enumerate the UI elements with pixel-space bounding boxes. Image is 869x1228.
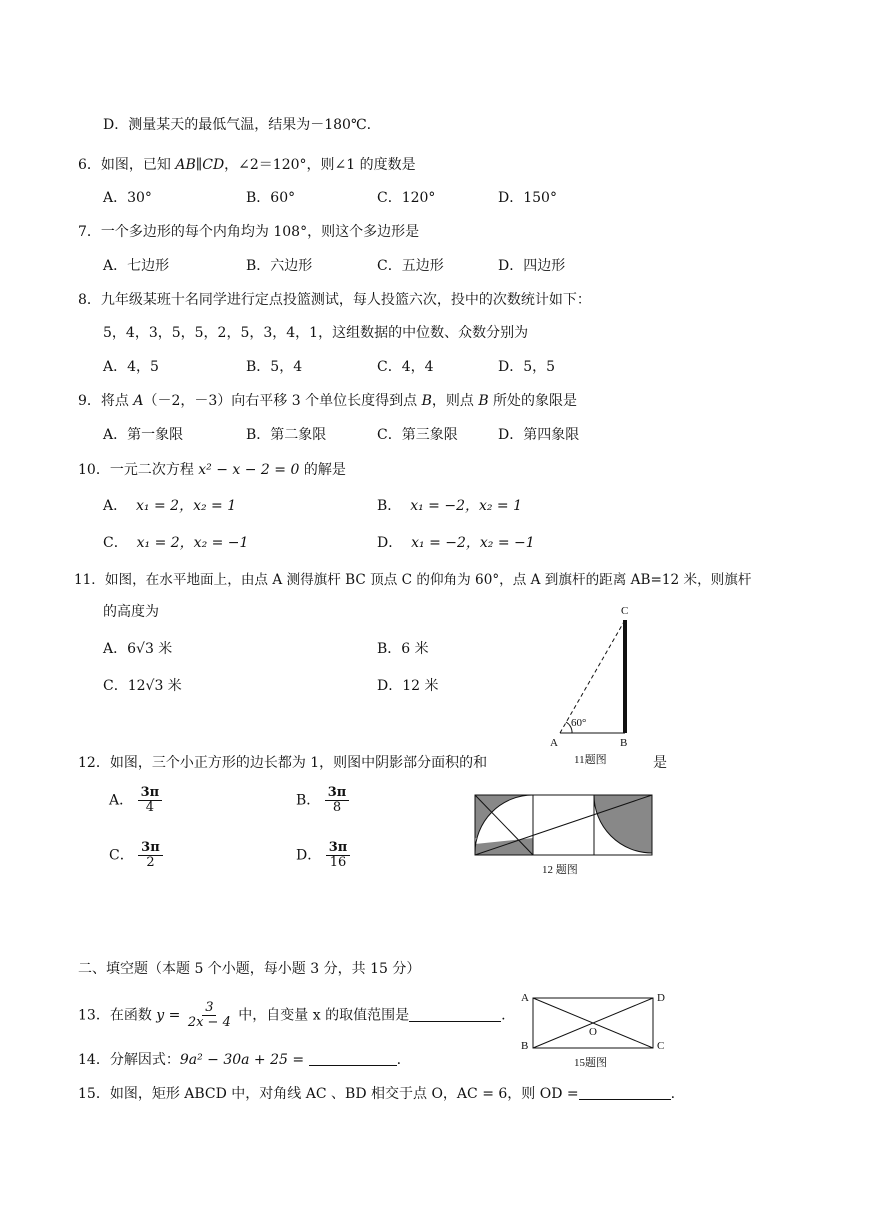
q15-caption: 15题图 bbox=[574, 1057, 607, 1069]
q10-a-label: A． bbox=[103, 498, 128, 514]
q11-option-b: B．6 米 bbox=[377, 641, 429, 657]
q6-stem-post: ，∠2＝120°，则∠1 的度数是 bbox=[224, 157, 416, 173]
q15-stem bbox=[78, 1085, 675, 1103]
q12-d-num: 3π bbox=[326, 841, 351, 856]
q12-figure bbox=[470, 790, 660, 882]
q5-option-d: D．测量某天的最低气温，结果为－180℃. bbox=[103, 117, 372, 133]
q9-option-c: C．第三象限 bbox=[377, 427, 458, 443]
q10-option-a bbox=[103, 497, 236, 515]
q9-option-a: A．第一象限 bbox=[103, 427, 184, 443]
q10-pre: 10．一元二次方程 bbox=[78, 462, 199, 478]
q6-option-d: D．150° bbox=[498, 190, 557, 206]
q13-pre: 13．在函数 bbox=[78, 1007, 157, 1024]
q13-end: . bbox=[501, 1007, 506, 1024]
q7-stem: 7．一个多边形的每个内角均为 108°，则这个多边形是 bbox=[78, 224, 420, 240]
q13-y: y = bbox=[156, 1007, 181, 1024]
q12-d-den: 16 bbox=[329, 855, 347, 870]
q6-stem-pre: 6．如图，已知 bbox=[78, 157, 176, 173]
q11-label-angle: 60° bbox=[571, 717, 587, 729]
q12-stem: 12．如图，三个小正方形的边长都为 1，则图中阴影部分面积的和 bbox=[78, 755, 488, 771]
q11-label-a: A bbox=[550, 737, 558, 749]
q12-b-num: 3π bbox=[325, 786, 350, 801]
q14-end: . bbox=[396, 1052, 402, 1068]
q11-a-value: 6√3 米 bbox=[127, 641, 173, 657]
q8-option-c: C．4，4 bbox=[377, 359, 434, 375]
q15-text: 15．如图，矩形 ABCD 中，对角线 AC 、BD 相交于点 O，AC = 6，则 OD = bbox=[78, 1086, 579, 1102]
q12-a-num: 3π bbox=[138, 786, 163, 801]
q9-point-a: A bbox=[133, 393, 144, 409]
q13-stem bbox=[78, 1001, 506, 1030]
q11-label-c: C bbox=[621, 605, 629, 617]
q8-option-d: D．5，5 bbox=[498, 359, 556, 375]
q15-label-c: C bbox=[657, 1040, 665, 1052]
q9-point-b2: B bbox=[478, 393, 489, 409]
q9-coords: （－2，－3）向右平移 3 个单位长度得到点 bbox=[143, 393, 422, 409]
q12-option-a bbox=[109, 786, 162, 815]
q12-option-c bbox=[109, 841, 163, 870]
q9-point-b: B bbox=[421, 393, 432, 409]
q15-label-o: O bbox=[589, 1026, 597, 1038]
q11-stem-line2: 的高度为 bbox=[103, 604, 159, 620]
q11-stem-line1: 11．如图，在水平地面上，由点 A 测得旗杆 BC 顶点 C 的仰角为 60°，点 A 到旗杆的距离 AB=12 米，则旗杆 bbox=[74, 572, 752, 588]
q10-stem bbox=[78, 461, 346, 479]
q6-cd: CD bbox=[202, 157, 225, 173]
q10-option-c bbox=[103, 534, 248, 552]
q6-ab: AB bbox=[175, 157, 196, 173]
q13-answer-blank[interactable] bbox=[409, 1007, 501, 1022]
q11-option-d: D．12 米 bbox=[377, 678, 439, 694]
q14-stem bbox=[78, 1051, 401, 1069]
q10-equation: x² − x − 2 = 0 bbox=[198, 462, 300, 478]
q6-option-a: A．30° bbox=[103, 190, 152, 206]
q8-stem: 8．九年级某班十名同学进行定点投篮测试，每人投篮六次，投中的次数统计如下： bbox=[78, 292, 591, 308]
q11-a-label: A． bbox=[103, 641, 128, 657]
q11-c-value: 12√3 米 bbox=[127, 678, 182, 694]
q12-a-label: A． bbox=[109, 792, 134, 809]
q6-option-c: C．120° bbox=[377, 190, 436, 206]
q7-option-d: D．四边形 bbox=[498, 258, 566, 274]
q12-c-num: 3π bbox=[138, 841, 163, 856]
q11-label-b: B bbox=[620, 737, 628, 749]
q14-pre: 14．分解因式： bbox=[78, 1052, 180, 1068]
q10-option-d bbox=[377, 534, 535, 552]
q14-expression: 9a² − 30a + 25 = bbox=[179, 1052, 305, 1068]
q10-d-value: x₁ = −2，x₂ = −1 bbox=[411, 535, 535, 551]
q7-option-a: A．七边形 bbox=[103, 258, 170, 274]
q12-option-b bbox=[296, 786, 349, 815]
q9-option-d: D．第四象限 bbox=[498, 427, 580, 443]
q11-figure bbox=[540, 600, 650, 770]
q15-figure bbox=[515, 988, 675, 1072]
q15-label-a: A bbox=[521, 992, 529, 1004]
q12-caption: 12 题图 bbox=[542, 864, 578, 876]
section2-title: 二、填空题（本题 5 个小题，每小题 3 分，共 15 分） bbox=[78, 961, 421, 977]
q9-pre: 9．将点 bbox=[78, 393, 134, 409]
q11-option-c bbox=[103, 677, 182, 695]
q12-d-label: D． bbox=[296, 847, 322, 864]
q13-post: 中，自变量 x 的取值范围是 bbox=[233, 1007, 410, 1024]
q12-stem-end: 是 bbox=[653, 755, 667, 771]
q10-d-label: D． bbox=[377, 535, 403, 551]
q9-option-b: B．第二象限 bbox=[246, 427, 327, 443]
q12-a-den: 4 bbox=[145, 800, 154, 815]
q10-a-value: x₁ = 2，x₂ = 1 bbox=[136, 498, 237, 514]
q6-option-b: B．60° bbox=[246, 190, 296, 206]
q11-sightline bbox=[560, 620, 625, 733]
q9-post: 所处的象限是 bbox=[488, 393, 578, 409]
q14-answer-blank[interactable] bbox=[309, 1051, 397, 1066]
q10-c-label: C． bbox=[103, 535, 128, 551]
q12-b-fraction bbox=[325, 786, 350, 815]
q6-stem bbox=[78, 156, 416, 174]
q8-option-a: A．4，5 bbox=[103, 359, 159, 375]
q12-b-den: 8 bbox=[332, 800, 342, 815]
q10-post: 的解是 bbox=[299, 462, 346, 478]
q10-option-b bbox=[377, 497, 522, 515]
q7-option-c: C．五边形 bbox=[377, 258, 444, 274]
q12-option-d bbox=[296, 841, 350, 870]
q11-caption: 11题图 bbox=[574, 754, 607, 766]
q12-a-fraction bbox=[138, 786, 163, 815]
q12-b-label: B． bbox=[296, 792, 321, 809]
q8-data: 5，4，3，5，5，2，5，3，4，1，这组数据的中位数、众数分别为 bbox=[103, 325, 529, 341]
q12-c-den: 2 bbox=[146, 855, 155, 870]
q7-option-b: B．六边形 bbox=[246, 258, 313, 274]
q10-c-value: x₁ = 2，x₂ = −1 bbox=[136, 535, 249, 551]
q15-label-b: B bbox=[521, 1040, 529, 1052]
q10-b-value: x₁ = −2，x₂ = 1 bbox=[410, 498, 523, 514]
q12-c-label: C． bbox=[109, 847, 134, 864]
q13-den: 2x − 4 bbox=[187, 1015, 231, 1030]
q12-c-fraction bbox=[138, 841, 163, 870]
q13-num: 3 bbox=[202, 1001, 216, 1016]
q9-stem bbox=[78, 392, 577, 410]
q13-fraction bbox=[185, 1001, 234, 1030]
q10-b-label: B． bbox=[377, 498, 402, 514]
q15-end: . bbox=[670, 1086, 676, 1102]
q9-mid: ，则点 bbox=[431, 393, 479, 409]
q11-c-label: C． bbox=[103, 678, 128, 694]
q12-shade-right bbox=[594, 795, 652, 853]
q12-d-fraction bbox=[326, 841, 351, 870]
q8-option-b: B．5，4 bbox=[246, 359, 303, 375]
q15-label-d: D bbox=[657, 992, 665, 1004]
q11-option-a bbox=[103, 640, 172, 658]
q15-answer-blank[interactable] bbox=[579, 1085, 671, 1100]
q6-parallel: ∥ bbox=[195, 157, 203, 173]
